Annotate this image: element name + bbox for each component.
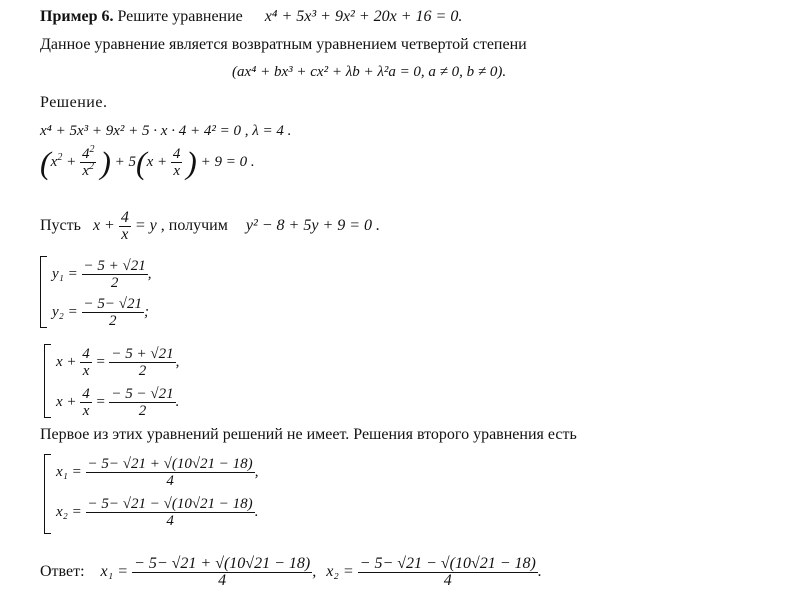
substitution-middle: , получим — [160, 217, 228, 235]
step-1: x⁴ + 5x³ + 9x² + 5 · x · 4 + 4² = 0 , λ = 4 . — [40, 123, 292, 139]
title-line — [40, 8, 462, 26]
comment-text: Первое из этих уравнений решений не имеет. Решения второго уравнения есть — [40, 426, 577, 443]
root-y2: y₂ = $\frac{- 5- √21}{2}$ ; — [52, 296, 149, 329]
root-y1: y₁ = $\frac{- 5 + √21}{2}$ , — [52, 258, 152, 291]
example-label: Пример 6. — [40, 8, 114, 25]
general-form: (ax⁴ + bx³ + cx² + λb + λ²a = 0, a ≠ 0, b ≠ 0). — [232, 64, 507, 80]
step-2: ($x^2$ + $\frac{4^2}{x^2}$ ) + 5(x + $\frac{4}{x}$ ) + 9 = 0 . — [40, 144, 255, 181]
prompt-text: Решите уравнение — [117, 8, 243, 25]
eq-x1: x + $\frac{4}{x}$ = $\frac{- 5 + √21}{2}$ , — [56, 346, 180, 379]
step-2-tail: + 9 = 0 . — [200, 153, 255, 170]
substitution-prefix: Пусть — [40, 217, 81, 235]
fraction: $\frac{4^2}{x^2}$ — [81, 144, 95, 179]
eq-x2: x + $\frac{4}{x}$ = $\frac{- 5 - √21}{2}$ . — [56, 386, 180, 419]
intro-text: Данное уравнение является возвратным уравнением четвертой степени — [40, 36, 527, 53]
fraction: $\frac{4}{x}$ — [172, 146, 181, 179]
system-bracket — [40, 256, 47, 328]
system-bracket — [44, 454, 51, 534]
root-x2: x₂ = $\frac{- 5- √21 - √(10√21 - 18)}{4}$ . — [56, 496, 259, 529]
substitution-line: Пусть x + $\frac{4}{x}$ = y , получим y² − 8 + 5y + 9 = 0 . — [40, 209, 381, 243]
answer-label: Ответ: — [40, 563, 85, 581]
root-x1: x₁ = $\frac{- 5- √21 + √(10√21 - 18)}{4}$ , — [56, 456, 259, 489]
quadratic: y² − 8 + 5y + 9 = 0 . — [245, 217, 381, 235]
fraction: $\frac{4}{x}$ — [120, 209, 129, 243]
system-bracket — [44, 344, 51, 418]
main-equation: x⁴ + 5x³ + 9x² + 20x + 16 = 0. — [264, 8, 463, 25]
solution-label: Решение. — [40, 94, 108, 111]
answer-line: Ответ: x₁ = $\frac{- 5- √21 + √(10√21 - 18)}{4}$ , x₂ = $\frac{- 5- √21 - √(10√21 - 18)}{4}$ . — [40, 555, 542, 589]
